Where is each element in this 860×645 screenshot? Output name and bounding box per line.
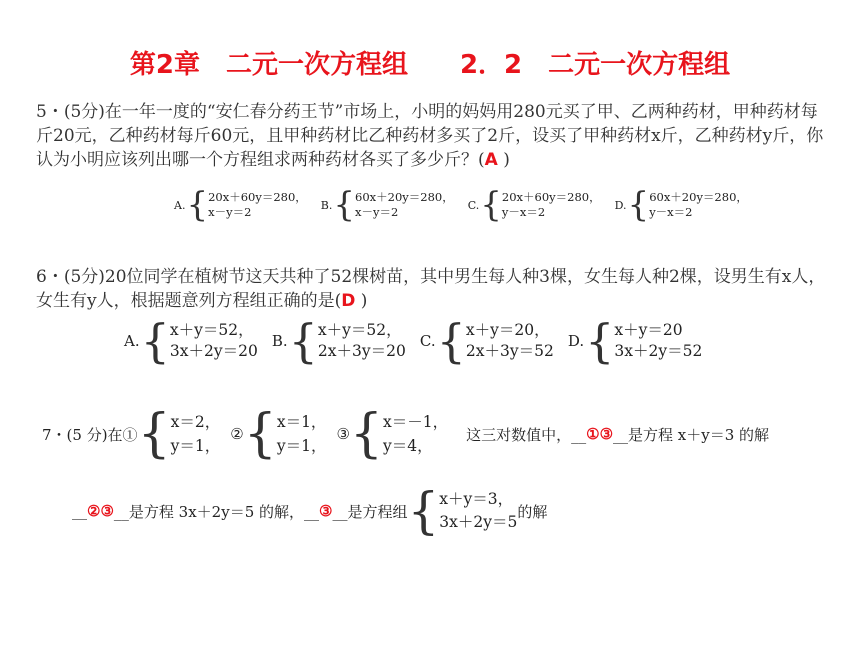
equation: 3x＋2y＝52 [614, 342, 703, 360]
option-label: B. [271, 332, 288, 350]
brace-icon: { [349, 404, 383, 464]
equation-system [649, 190, 748, 220]
brace-icon: { [585, 314, 615, 368]
question-6-stem: 6・(5分)20位同学在植树节这天共种了52棵树苗，其中男生每人种3棵，女生每人种2棵，设男生有x人，女生有y人，根据题意列方程组正确的是( [36, 267, 826, 311]
value-pair-1 [171, 410, 221, 458]
equation: x＋y＝52， [317, 321, 402, 339]
equation: 3x＋2y＝20 [169, 342, 258, 360]
option-label: A. [124, 332, 140, 350]
equation: x＝－1， [383, 413, 449, 431]
brace-icon: { [480, 185, 502, 225]
brace-icon: { [243, 404, 277, 464]
equation: x－y＝2 [355, 205, 399, 219]
equation: y＝1， [276, 437, 327, 455]
brace-icon: { [627, 185, 650, 225]
option-label: A. [174, 198, 186, 212]
equation: 60x＋20y＝280， [649, 190, 748, 204]
question-7-prefix: 7・(5 分)在① [42, 425, 138, 444]
equation: 2x＋3y＝52 [465, 342, 554, 360]
question-7-line-1 [42, 404, 770, 464]
equation-system [466, 320, 554, 362]
question-7-answer-1: ①③ [586, 425, 614, 443]
equation-system [318, 320, 406, 362]
brace-icon: { [137, 404, 171, 464]
option-b [271, 314, 406, 368]
equation-system [439, 488, 517, 534]
question-7-line-2 [72, 482, 548, 540]
option-label: D. [567, 332, 585, 350]
value-pair-3 [383, 410, 448, 458]
option-a [174, 185, 307, 225]
pair-3-marker: ③ [336, 425, 350, 443]
equation: x＋y＝52， [169, 321, 254, 339]
equation: y＝4， [383, 437, 433, 455]
equation: x＋y＝3， [439, 490, 514, 508]
option-c [467, 185, 601, 225]
option-label: C. [419, 332, 436, 350]
question-7-answer-3: ③ [319, 502, 333, 520]
equation: 20x＋60y＝280， [208, 190, 307, 204]
question-7-after-1: __是方程 x＋y＝3 的解 [613, 425, 770, 444]
question-5-answer: A [484, 150, 498, 170]
equation-system [208, 190, 307, 220]
question-6-text [36, 265, 826, 313]
question-5-text [36, 100, 826, 172]
option-c [419, 314, 554, 368]
equation-system [614, 320, 702, 362]
option-d [567, 314, 703, 368]
equation-system [355, 190, 454, 220]
brace-icon: { [333, 185, 356, 225]
question-7-answer-2: ②③ [87, 502, 114, 520]
question-7-mid-text: 这三对数值中，__ [466, 425, 587, 444]
equation: 20x＋60y＝280， [501, 190, 601, 204]
brace-icon: { [407, 482, 440, 540]
question-5-stem: 5・(5分)在一年一度的“安仁春分药王节”市场上，小明的妈妈用280元买了甲、乙两种药材，甲种药材每斤20元，乙种药材每斤60元，且甲种药材比乙种药材多买了2斤，设买了甲种药材x斤，乙种药材y斤，你认为小明应该列出哪一个方程组求两种药材各买了多少斤？( [36, 102, 824, 170]
equation: y－x＝2 [649, 205, 693, 219]
question-7-mid-3: __是方程组 [332, 502, 408, 521]
question-6-options [124, 314, 716, 368]
question-7-mid-2: __是方程 3x＋2y＝5 的解，__ [113, 502, 320, 521]
equation: x＋y＝20 [614, 321, 683, 339]
brace-icon: { [288, 314, 318, 368]
pair-2-marker: ② [230, 425, 244, 443]
option-label: C. [467, 198, 480, 212]
equation: y＝1， [170, 437, 221, 455]
question-5-close: ) [497, 150, 510, 170]
question-6-close: ) [355, 291, 368, 311]
equation-system [170, 320, 258, 362]
page-title: 第2章 二元一次方程组 2．2 二元一次方程组 [129, 50, 731, 80]
equation: 3x＋2y＝5 [439, 513, 518, 531]
brace-icon: { [186, 185, 209, 225]
equation: x＝2， [170, 413, 221, 431]
question-5-options [174, 185, 762, 225]
option-a [124, 314, 258, 368]
equation: x＝1， [276, 413, 327, 431]
equation-system [502, 190, 601, 220]
equation: y－x＝2 [501, 205, 546, 219]
question-7-end: 的解 [517, 502, 548, 521]
equation: x＋y＝20， [465, 321, 550, 339]
option-b [320, 185, 454, 225]
equation: 60x＋20y＝280， [355, 190, 454, 204]
brace-icon: { [140, 314, 170, 368]
brace-icon: { [436, 314, 466, 368]
option-label: D. [614, 198, 627, 212]
equation: 2x＋3y＝20 [317, 342, 406, 360]
option-d [614, 185, 748, 225]
equation: x－y＝2 [208, 205, 252, 219]
question-6-answer: D [341, 291, 356, 311]
blank-prefix: __ [72, 502, 87, 520]
option-label: B. [320, 198, 333, 212]
value-pair-2 [277, 410, 327, 458]
